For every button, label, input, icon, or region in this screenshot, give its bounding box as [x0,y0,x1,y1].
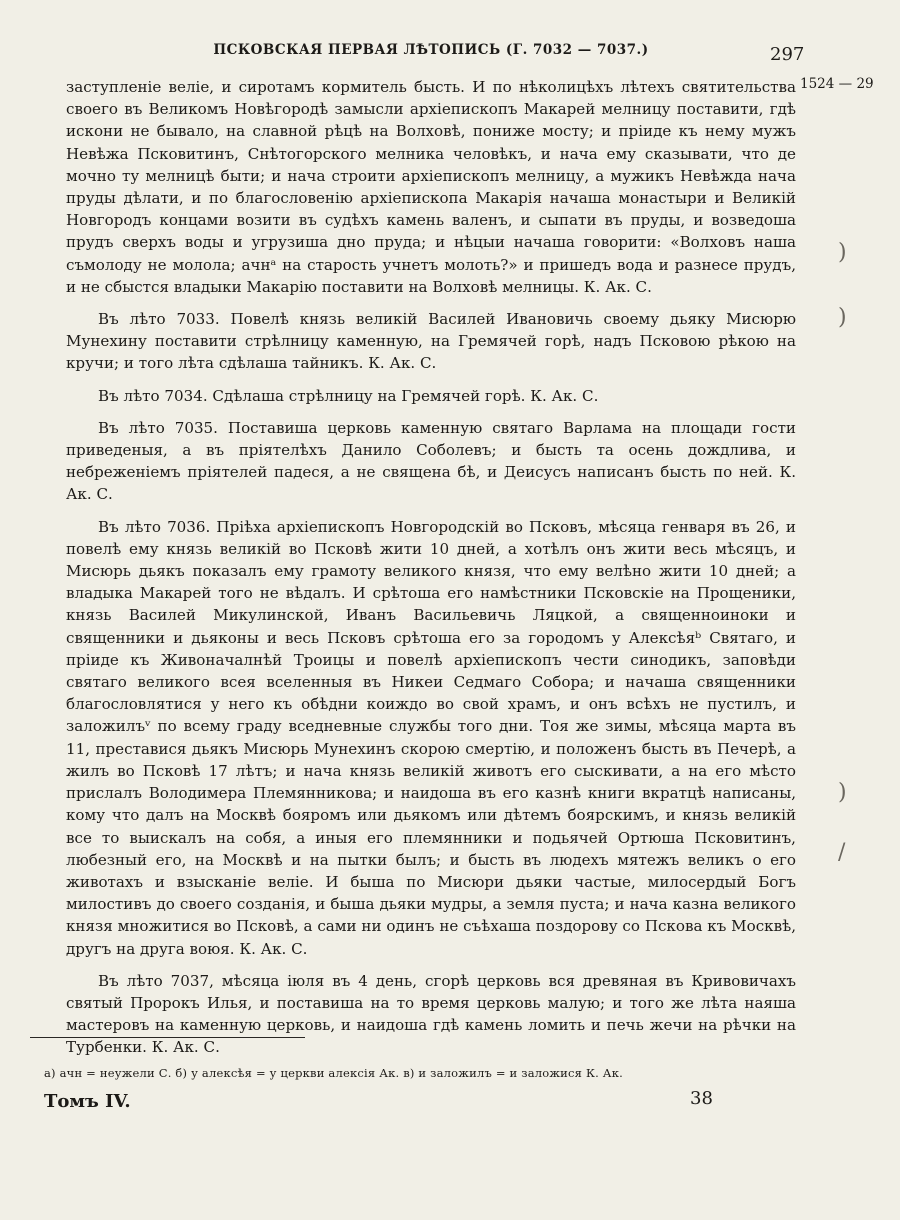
footnote-divider [30,1037,305,1038]
footnote: а) ачн = неужели С. б) у алексѣя = у церкви алексія Ак. в) и заложилъ = и заложися К. Ак. [44,1066,623,1080]
body-text [66,76,796,1069]
paragraph: Въ лѣто 7034. Сдѣлаша стрѣлницу на Гремячей горѣ. К. Ак. С. [98,386,599,405]
signature-mark: 38 [690,1088,713,1109]
margin-mark: / [838,840,846,865]
running-title: ПСКОВСКАЯ ПЕРВАЯ ЛѢТОПИСЬ (Г. 7032 — 7037.) [213,42,649,58]
paragraph: Въ лѣто 7036. Пріѣха архіепископъ Новгородскій во Псковъ, мѣсяца генваря въ 26, и повелѣ ему князь великій во Псковѣ жити 10 дней, а хотѣлъ онъ жити весь мѣсяцъ, и Мисюрь дьякъ показалъ ему грамоту великого князя, что ему велѣно жити 10 дней; а владыка Макарей того не вѣдалъ. И срѣтоша его намѣстники Псковскіе на Прощеники, князь Василей Микулинской, Иванъ Васильевичь Ляцкой, а священноиноки и священники и дьяконы и весь Псковъ срѣтоша его за городомъ у Алексѣяᵇ Святаго, и пріиде къ Живоначалнѣй Троицы и повелѣ архіепископъ чести синодикъ, заповѣди святаго великого всея вселенныя въ Никеи Седмаго Собора; и начаша священники благословлятися у него къ обѣдни коиждо во свой храмъ, и онъ всѣхъ не пустилъ, и заложилъᵛ по всему граду вседневные службы того дни. Тоя же зимы, мѣсяца марта въ 11, преставися дьякъ Мисюрь Мунехинъ скорою смертію, и положенъ бысть въ Печерѣ, а жилъ во Псковѣ 17 лѣтъ; и нача князь великій животъ его сыскивати, а на его мѣсто прислалъ Володимера Племянникова; и наидоша въ его казнѣ книги вкратцѣ написаны, кому что далъ на Москвѣ бояромъ или дьякомъ или дѣтемъ боярскимъ, и князь великій все то выискалъ на собя, а иныя его племянники и подьячей Ортюша Псковитинъ, любезный его, на Москвѣ и на пытки былъ; и бысть въ людехъ мятежъ великъ о его животахъ и взысканіе веліе. И быша по Мисюри дьяки частые, милосердый Богъ милостивъ до своего созданія, и быша дьяки мудры, а земля пуста; и нача казна великого князя множитися во Псковѣ, а сами ни одинъ не съѣхаша поздорову со Пскова къ Москвѣ, другъ на друга воюя. К. Ак. С. [66,517,796,958]
margin-year-range: 1524 — 29 [800,76,874,92]
margin-mark: ) [838,240,847,265]
paragraph: Въ лѣто 7035. Поставиша церковь каменную святаго Варлама на площади гости приведеныя, а въ пріятелѣхъ Данило Соболевъ; и бысть та осень дождлива, и небреженіемъ пріятелей падеся, а не священа бѣ, и Деисусъ написанъ бысть по ней. К. Ак. С. [66,418,796,504]
margin-mark: ) [838,305,847,330]
page-number: 297 [770,44,805,65]
paragraph: Въ лѣто 7037, мѣсяца іюля въ 4 день, сгорѣ церковь вся древяная въ Кривовичахъ святый Пророкъ Илья, и поставиша на то время церковь малую; и того же лѣта наяша мастеровъ на каменную церковь, и наидоша гдѣ камень ломить и печь жечи на рѣчки на Турбенки. К. Ак. С. [66,971,796,1057]
margin-mark: ) [838,780,847,805]
paragraph: заступленіе веліе, и сиротамъ кормитель бысть. И по нѣколицѣхъ лѣтехъ святительства своего въ Великомъ Новѣгородѣ замысли архіепископъ Макарей мелницу поставити, гдѣ искони не бывало, на славной рѣцѣ на Волховѣ, пониже мосту; и пріиде къ нему мужъ Невѣжа Псковитинъ, Снѣтогорского мелника человѣкъ, и нача ему сказывати, что де мочно ту мелницѣ быти; и нача строити архіепископъ мелницу, а мужикъ Невѣжда нача пруды дѣлати, и по благословенію архіепископа Макарія начаша монастыри и Великій Новгородъ концами возити въ судѣхъ камень валенъ, и сыпати въ пруды, и возведоша прудъ сверхъ воды и угрузиша дно пруда; и нѣцыи начаша говорити: «Волховъ наша съмолоду не молола; ачнᵃ на старость учнетъ молоть?» и пришедъ вода и разнесе прудъ, и не сбыстся владыки Макарію поставити на Волховѣ мелницы. К. Ак. С. [66,78,796,296]
volume-label: Томъ IV. [44,1091,131,1112]
paragraph: Въ лѣто 7033. Повелѣ князь великій Василей Ивановичь своему дьяку Мисюрю Мунехину поставити стрѣлницу каменную, на Гремячей горѣ, надъ Псковою рѣкою на кручи; и того лѣта сдѣлаша тайникъ. К. Ак. С. [66,310,796,373]
